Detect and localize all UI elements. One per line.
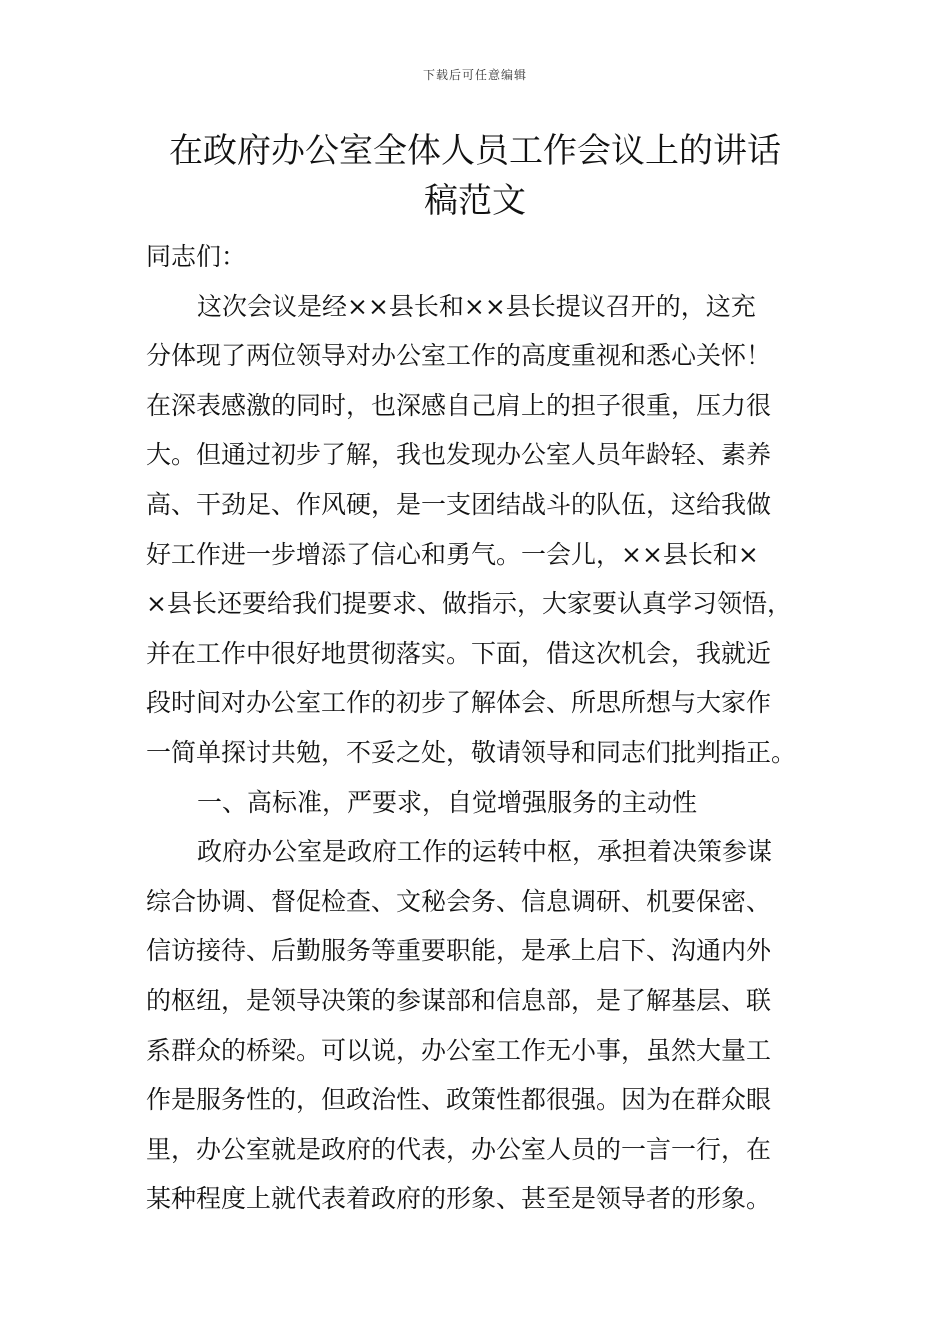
body-line: 这次会议是经××县长和××县长提议召开的，这充: [197, 291, 756, 321]
body-line: 政府办公室是政府工作的运转中枢，承担着决策参谋: [197, 837, 773, 867]
body-line: 的枢纽，是领导决策的参谋部和信息部，是了解基层、联: [146, 985, 772, 1015]
document-title: [120, 126, 830, 226]
body-line: 信访接待、后勤服务等重要职能，是承上启下、沟通内外: [146, 936, 772, 966]
body-line: 系群众的桥梁。可以说，办公室工作无小事，虽然大量工: [146, 1035, 772, 1065]
body-line: 作是服务性的，但政治性、政策性都很强。因为在群众眼: [146, 1085, 772, 1115]
body-line: 高、干劲足、作风硬，是一支团结战斗的队伍，这给我做: [146, 489, 772, 519]
body-line: 在深表感激的同时，也深感自己肩上的担子很重，压力很: [146, 390, 772, 420]
document-body: [146, 232, 826, 1224]
title-line: 在政府办公室全体人员工作会议上的讲话: [169, 131, 781, 171]
body-line: 一简单探讨共勉，不妥之处，敬请领导和同志们批判指正。: [146, 737, 797, 767]
body-line: 一、高标准，严要求，自觉增强服务的主动性: [197, 787, 698, 817]
body-line: 里，办公室就是政府的代表，办公室人员的一言一行，在: [146, 1134, 772, 1164]
title-line: 稿范文: [424, 181, 526, 221]
body-line: 某种程度上就代表着政府的形象、甚至是领导者的形象。: [146, 1184, 772, 1214]
body-line: 大。但通过初步了解，我也发现办公室人员年龄轻、素养: [146, 440, 772, 470]
body-line: 好工作进一步增添了信心和勇气。一会儿，××县长和×: [146, 539, 759, 569]
body-line: 段时间对办公室工作的初步了解体会、所思所想与大家作: [146, 688, 772, 718]
body-line: ×县长还要给我们提要求、做指示，大家要认真学习领悟，: [146, 589, 792, 619]
body-line: 并在工作中很好地贯彻落实。下面，借这次机会，我就近: [146, 638, 772, 668]
body-line: 综合协调、督促检查、文秘会务、信息调研、机要保密、: [146, 886, 772, 916]
greeting: 同志们：: [146, 242, 247, 271]
body-line: 分体现了两位领导对办公室工作的高度重视和悉心关怀！: [146, 341, 772, 371]
header-note: 下载后可任意编辑: [422, 68, 527, 82]
